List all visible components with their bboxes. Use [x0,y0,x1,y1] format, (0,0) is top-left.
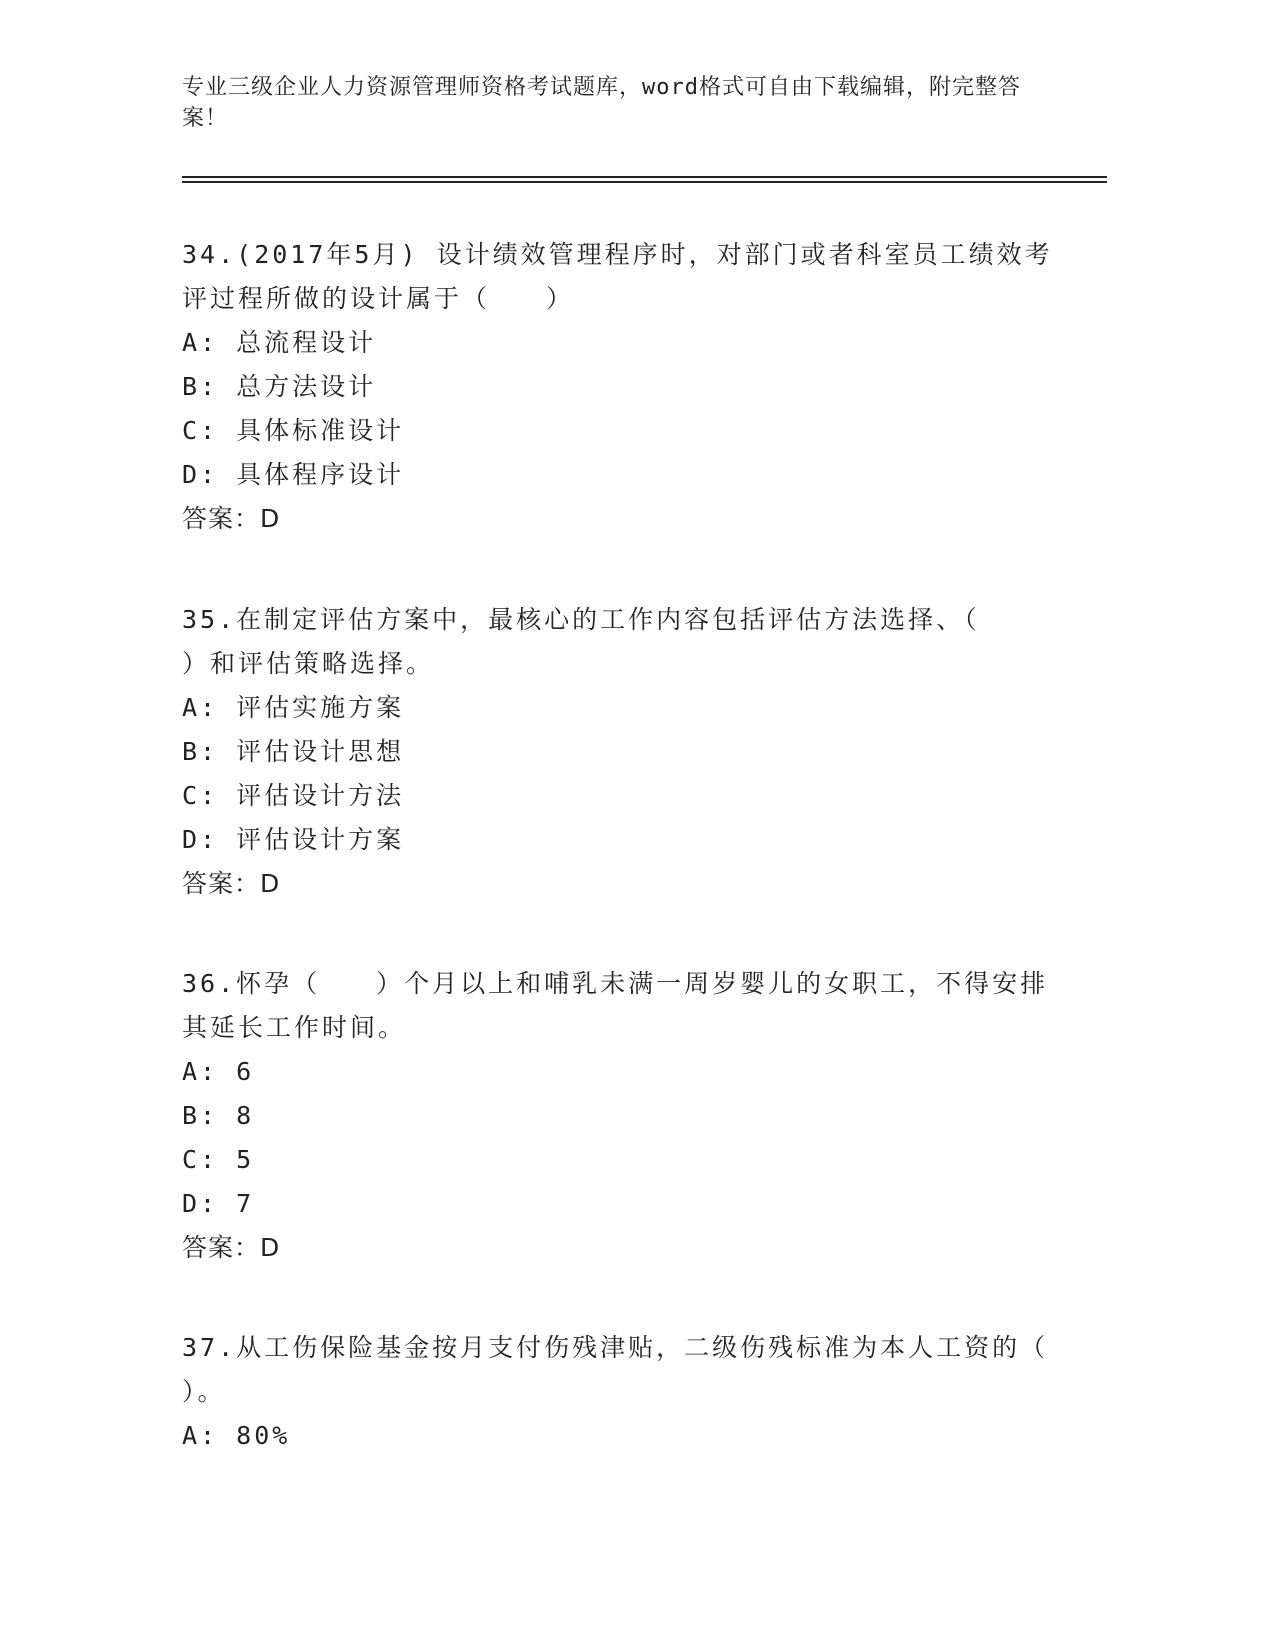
question-stem-line-2: ）。 [182,1377,226,1406]
option-a: A: 总流程设计 [182,328,377,357]
question-stem-line-2: 其延长工作时间。 [182,1013,407,1042]
question-stem-line-1: 36.怀孕（ ）个月以上和哺乳未满一周岁婴儿的女职工，不得安排 [182,969,1049,998]
option-d: D: 具体程序设计 [182,460,405,489]
question-37 [182,1326,1062,1458]
answer: 答案：D [182,1233,281,1262]
option-a: A: 6 [182,1057,255,1086]
question-stem-line-2: 评过程所做的设计属于（ ） [182,284,575,313]
option-c: C: 评估设计方法 [182,781,405,810]
question-stem-line-2: ）和评估策略选择。 [182,649,435,678]
option-d: D: 7 [182,1189,255,1218]
option-a: A: 80% [182,1421,291,1450]
question-stem-line-1: 37.从工伤保险基金按月支付伤残津贴，二级伤残标准为本人工资的（ [182,1333,1049,1362]
question-stem-line-1: 34.(2017年5月) 设计绩效管理程序时，对部门或者科室员工绩效考 [182,240,1053,269]
question-34 [182,233,1062,541]
option-a: A: 评估实施方案 [182,693,405,722]
page-header: 专业三级企业人力资源管理师资格考试题库，word格式可自由下载编辑，附完整答案！ [182,75,1021,131]
header-rule-bottom [182,181,1107,183]
question-36 [182,962,1062,1270]
answer: 答案：D [182,869,281,898]
question-stem-line-1: 35.在制定评估方案中，最核心的工作内容包括评估方法选择、（ [182,605,980,634]
option-c: C: 具体标准设计 [182,416,405,445]
option-c: C: 5 [182,1145,255,1174]
option-b: B: 总方法设计 [182,372,377,401]
answer: 答案：D [182,504,281,533]
option-d: D: 评估设计方案 [182,825,405,854]
option-b: B: 8 [182,1101,255,1130]
header-rule-top [182,176,1107,178]
question-35 [182,598,1062,906]
option-b: B: 评估设计思想 [182,737,405,766]
